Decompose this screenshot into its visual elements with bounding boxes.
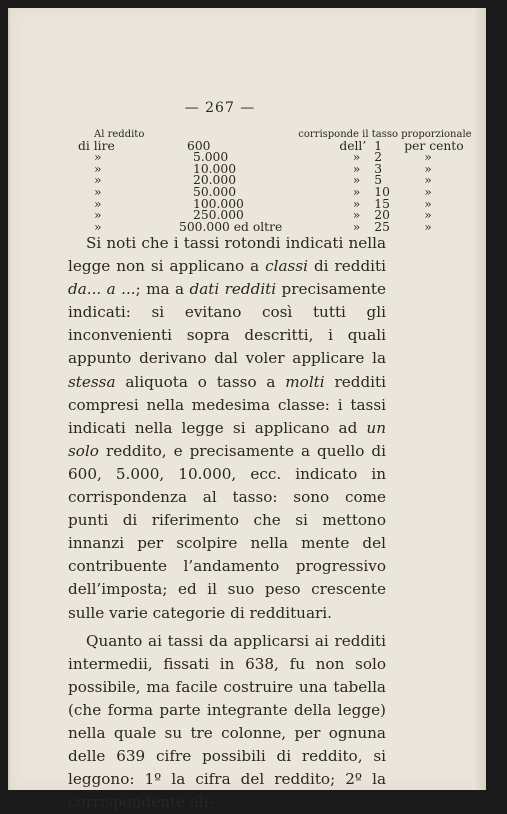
table-row — [78, 199, 480, 211]
ditto-mark: » — [94, 150, 102, 165]
header-left: Al reddito — [94, 129, 145, 140]
paragraph — [68, 630, 386, 814]
page-number: — 267 — — [184, 100, 256, 116]
ditto-mark: » — [424, 196, 432, 211]
italic-run: dati redditi — [189, 280, 277, 299]
cell-amount: 5.000 — [193, 150, 229, 165]
table-row — [78, 187, 480, 199]
cell-rate: 3 — [374, 161, 383, 176]
cell-amount: 50.000 — [193, 184, 237, 199]
italic-run: da... a ... — [68, 280, 136, 299]
paragraph — [68, 232, 386, 625]
book-page — [8, 8, 486, 812]
ditto-mark: » — [424, 173, 432, 188]
ditto-mark: » — [424, 219, 432, 234]
ditto-mark: » — [94, 208, 102, 223]
italic-run: molti — [285, 372, 325, 391]
italic-run: stessa — [68, 372, 116, 391]
table-body — [78, 152, 480, 233]
ditto-mark: » — [352, 208, 361, 223]
text-run: reddito, e precisamente a quello di 600, 5.000, 10.000, ecc. indicato in corrispondenza al tasso: sono come punti di riferimento che si mettono innanzi per scolpire nella mente del contribuente l’andamento progressivo dell’imposta; ed il suo peso crescente sulle varie categorie di reddituari. — [68, 441, 386, 622]
ditto-mark: » — [352, 184, 361, 199]
ditto-mark: » — [94, 161, 102, 176]
cell-rate: 25 — [374, 219, 390, 234]
cell-amount: 10.000 — [193, 161, 237, 176]
cell-amount: 20.000 — [193, 173, 237, 188]
ditto-mark: » — [352, 161, 361, 176]
text-run: precisamente indicati: si evitano così tutti gli inconvenienti sopra descritti, i quali appunto derivano dal voler applicare la — [68, 280, 386, 368]
cell-amount: 100.000 — [193, 196, 244, 211]
cell-rate: 5 — [374, 173, 383, 188]
ditto-mark: » — [352, 150, 361, 165]
cell-rate: 10 — [374, 184, 390, 199]
table-row — [78, 164, 480, 176]
table-row — [78, 175, 480, 187]
text-run: di redditi — [308, 257, 387, 276]
ditto-mark: » — [424, 150, 432, 165]
text-run: Si noti che i tassi rotondi indicati nella legge non si applicano a — [68, 234, 386, 276]
cell-amount: 500.000 ed oltre — [179, 219, 283, 234]
cell-amount: 250.000 — [193, 208, 244, 223]
text-run: aliquota o tasso a — [115, 372, 286, 391]
text-run: ; ma a — [135, 280, 190, 299]
ditto-mark: » — [424, 184, 432, 199]
ditto-mark: » — [352, 173, 361, 188]
cell-label: di lire — [78, 138, 115, 153]
cell-rate: 1 — [374, 138, 383, 153]
italic-run: classi — [265, 257, 309, 276]
ditto-mark: » — [94, 184, 102, 199]
header-right: corrisponde il tasso proporzionale — [298, 129, 472, 140]
ditto-mark: » — [352, 219, 361, 234]
cell-amount: 600 — [187, 138, 211, 153]
tax-rate-table — [78, 129, 480, 233]
text-run: redditi compresi nella medesima classe: i tassi indicati nella legge si applicano ad — [68, 372, 386, 437]
body-text — [68, 232, 386, 814]
cell-rate: 2 — [374, 150, 383, 165]
ditto-mark: » — [424, 161, 432, 176]
ditto-mark: » — [94, 196, 102, 211]
cell-prep: dell’ — [339, 138, 367, 153]
ditto-mark: » — [94, 173, 102, 188]
text-run: Quanto ai tassi da applicarsi ai redditi intermedii, fissati in 638, fu non solo possibile, ma facile costruire una tabella (che forma parte integrante della legge) nella quale su tre colonne, per ognuna delle 639 cifre possibili di reddito, si leggono: 1º la cifra del reddito; 2º la corrispondente ali- — [68, 631, 386, 812]
ditto-mark: » — [424, 208, 432, 223]
table-row — [78, 141, 480, 153]
italic-run: un solo — [68, 418, 386, 460]
table-row — [78, 152, 480, 164]
cell-rate: 15 — [374, 196, 390, 211]
cell-rate: 20 — [374, 208, 390, 223]
ditto-mark: » — [352, 196, 361, 211]
cell-unit: per cento — [404, 138, 464, 153]
ditto-mark: » — [94, 219, 102, 234]
page-spine-shadow — [472, 8, 486, 790]
